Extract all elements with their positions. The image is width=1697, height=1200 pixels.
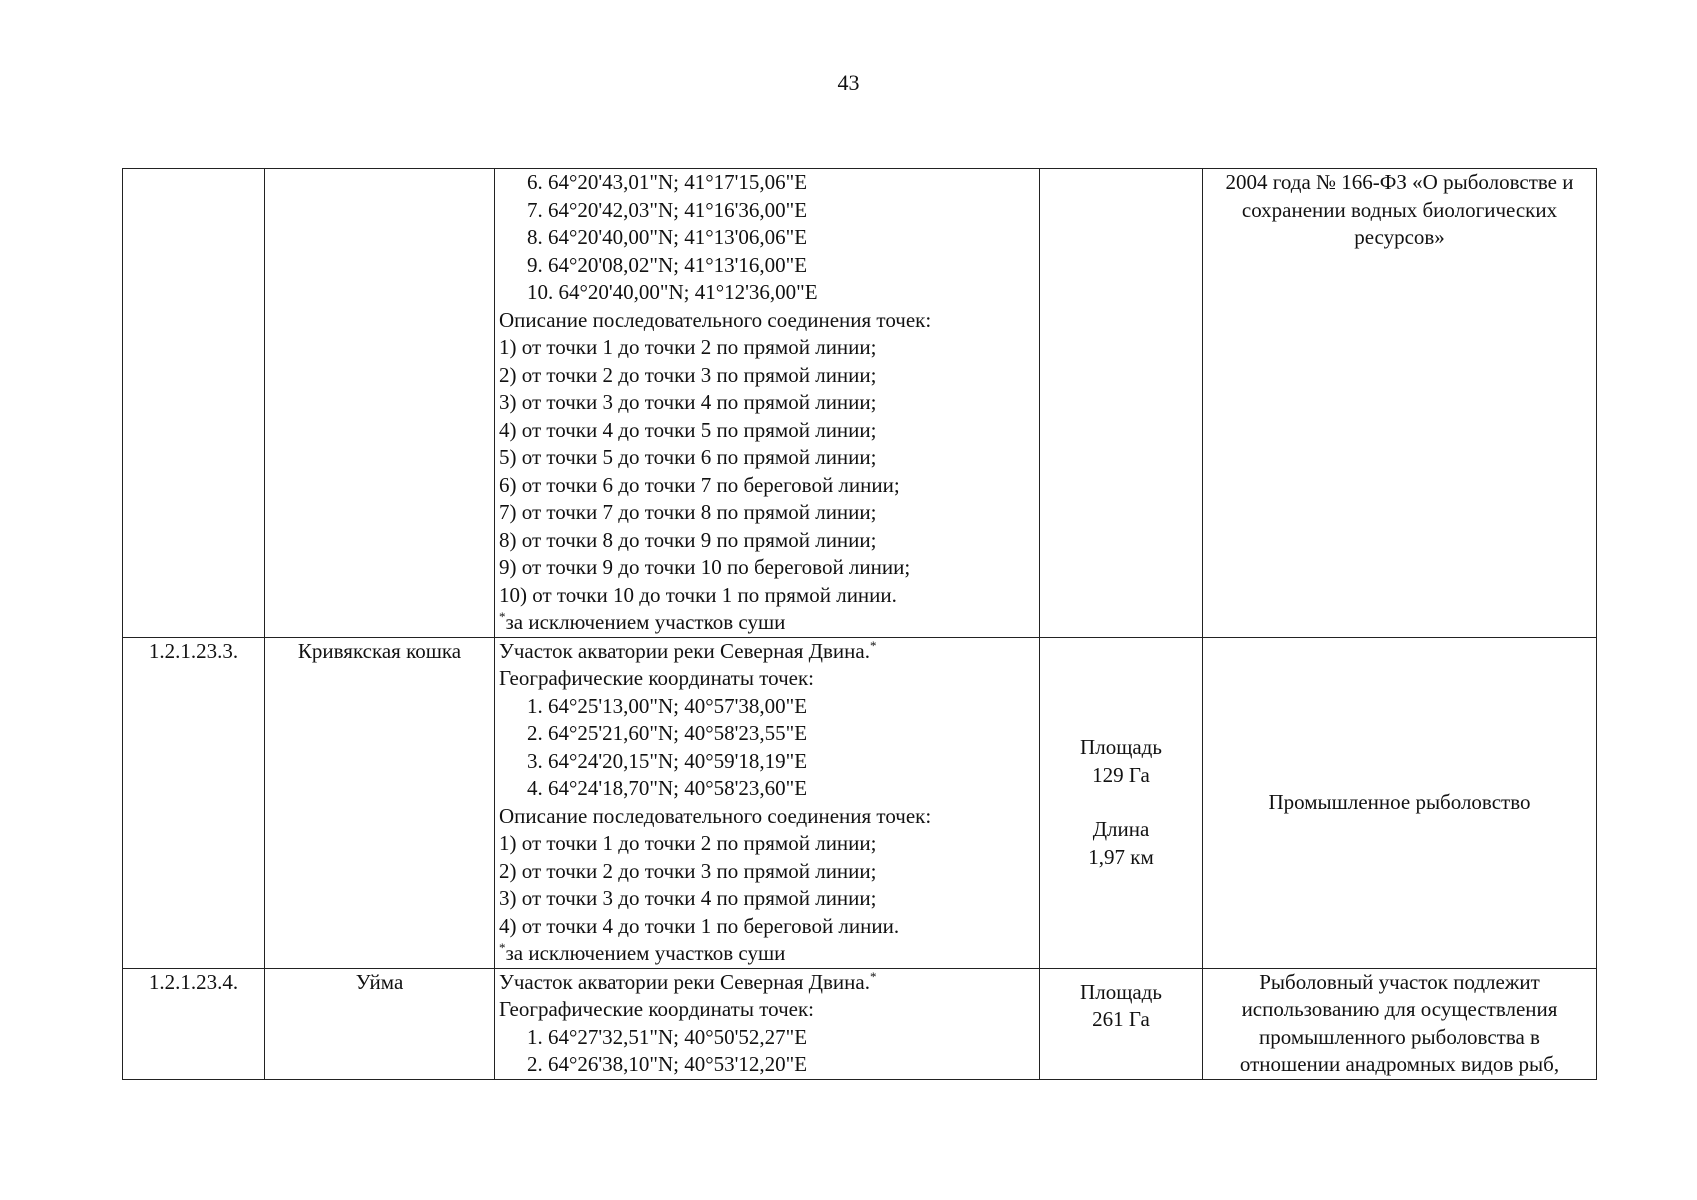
connection-line: 4) от точки 4 до точки 5 по прямой линии;	[499, 417, 877, 442]
connection-line: 8) от точки 8 до точки 9 по прямой линии;	[499, 527, 877, 552]
footnote-line: *за исключением участков суши	[499, 609, 786, 634]
row-number-cell: 1.2.1.23.3.	[123, 637, 265, 968]
purpose-cell: 2004 года № 166-ФЗ «О рыболовстве и сохранении водных биологических ресурсов»	[1203, 169, 1597, 638]
table-row	[123, 637, 1597, 968]
connection-line: 10) от точки 10 до точки 1 по прямой линии.	[499, 582, 897, 607]
connection-line: 4) от точки 4 до точки 1 по береговой линии.	[499, 913, 900, 938]
length-value: 1,97 км	[1088, 844, 1154, 869]
area-label: Площадь	[1080, 735, 1162, 759]
table-row	[123, 169, 1597, 638]
length-label: Длина	[1092, 817, 1150, 841]
page-number: 43	[837, 70, 860, 95]
connection-line: 7) от точки 7 до точки 8 по прямой линии;	[499, 500, 877, 524]
area-params-cell	[1040, 637, 1203, 968]
area-params-cell	[1040, 169, 1203, 638]
coordinate-line: 10. 64°20'40,00"N; 41°12'36,00"E	[527, 280, 818, 304]
connection-line: 3) от точки 3 до точки 4 по прямой линии;	[499, 886, 877, 910]
area-description-cell	[495, 169, 1040, 638]
area-name-cell: Кривякская кошка	[265, 637, 495, 968]
footnote-asterisk: *	[869, 637, 877, 653]
row-number-cell: 1.2.1.23.4.	[123, 968, 265, 1079]
area-description-cell	[495, 968, 1040, 1079]
connection-title: Описание последовательного соединения точек:	[499, 803, 932, 828]
table-row	[123, 968, 1597, 1079]
connection-line: 6) от точки 6 до точки 7 по береговой линии;	[499, 472, 900, 497]
connection-title: Описание последовательного соединения точек:	[499, 307, 932, 332]
coordinates-title: Географические координаты точек:	[499, 997, 814, 1021]
connection-line: 3) от точки 3 до точки 4 по прямой линии;	[499, 390, 877, 414]
area-name-cell: Уйма	[265, 968, 495, 1079]
coordinate-line: 3. 64°24'20,15"N; 40°59'18,19"E	[527, 748, 808, 773]
connection-line: 5) от точки 5 до точки 6 по прямой линии;	[499, 445, 877, 469]
connection-line: 9) от точки 9 до точки 10 по береговой линии;	[499, 555, 911, 579]
coordinate-line: 2. 64°25'21,60"N; 40°58'23,55"E	[527, 721, 808, 745]
coordinate-line: 9. 64°20'08,02"N; 41°13'16,00"E	[527, 252, 808, 277]
area-name-cell	[265, 169, 495, 638]
connection-line: 2) от точки 2 до точки 3 по прямой линии;	[499, 362, 877, 387]
purpose-cell: Рыболовный участок подлежит использованию для осуществления промышленного рыболовства в отношении анадромных видов рыб,	[1203, 968, 1597, 1079]
row-number-cell	[123, 169, 265, 638]
purpose-cell: Промышленное рыболовство	[1203, 637, 1597, 968]
connection-line: 2) от точки 2 до точки 3 по прямой линии;	[499, 858, 877, 883]
area-params-cell	[1040, 968, 1203, 1079]
coordinate-line: 1. 64°25'13,00"N; 40°57'38,00"E	[527, 693, 808, 718]
connection-line: 1) от точки 1 до точки 2 по прямой линии;	[499, 335, 877, 359]
coordinate-line: 8. 64°20'40,00"N; 41°13'06,06"E	[527, 225, 808, 249]
connection-line: 1) от точки 1 до точки 2 по прямой линии;	[499, 831, 877, 855]
footnote-asterisk: *	[499, 609, 506, 624]
footnote-asterisk: *	[869, 968, 877, 984]
fishing-areas-table	[122, 168, 1597, 1080]
area-intro: Участок акватории реки Северная Двина.*	[499, 637, 877, 663]
area-value: 261 Га	[1092, 1007, 1150, 1031]
footnote-line: *за исключением участков суши	[499, 940, 786, 965]
coordinate-line: 2. 64°26'38,10"N; 40°53'12,20"E	[527, 1052, 808, 1076]
coordinates-title: Географические координаты точек:	[499, 666, 814, 690]
coordinate-line: 6. 64°20'43,01"N; 41°17'15,06"E	[527, 170, 808, 194]
coordinate-line: 7. 64°20'42,03"N; 41°16'36,00"E	[527, 197, 808, 222]
coordinate-line: 1. 64°27'32,51"N; 40°50'52,27"E	[527, 1024, 808, 1049]
area-value: 129 Га	[1092, 762, 1150, 787]
area-description-cell	[495, 637, 1040, 968]
footnote-asterisk: *	[499, 940, 506, 955]
area-label: Площадь	[1080, 979, 1162, 1004]
coordinate-line: 4. 64°24'18,70"N; 40°58'23,60"E	[527, 776, 808, 800]
area-intro: Участок акватории реки Северная Двина.*	[499, 968, 877, 994]
